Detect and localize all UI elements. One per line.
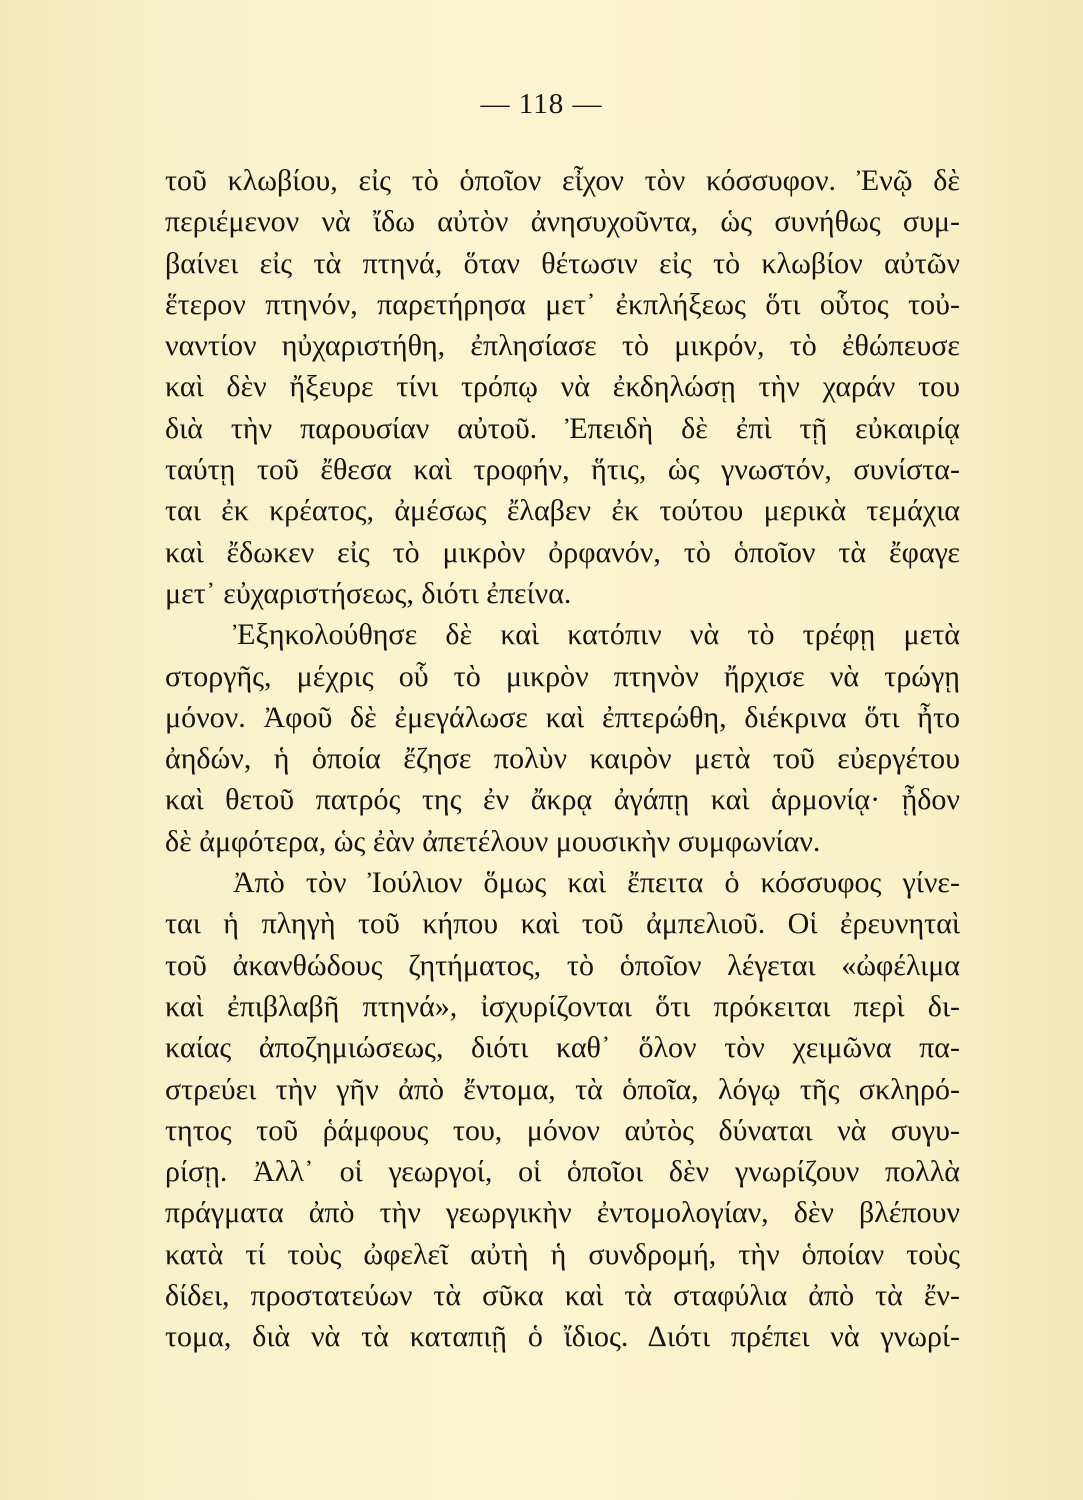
- text-line: ρίσῃ. Ἀλλ᾽ οἱ γεωργοί, οἱ ὁποῖοι δὲν γνωρίζουν πολλὰ: [165, 1155, 960, 1189]
- text-line: Ἐξηκολούθησε δὲ καὶ κατόπιν νὰ τὸ τρέφῃ μετὰ: [233, 618, 960, 652]
- text-line: ἕτερον πτηνόν, παρετήρησα μετ᾽ ἐκπλήξεως ὅτι οὗτος τοὐ-: [165, 287, 960, 321]
- text-line: τοῦ ἀκανθώδους ζητήματος, τὸ ὁποῖον λέγεται «ὠφέλιμα: [165, 948, 960, 982]
- text-line: καὶ θετοῦ πατρός της ἐν ἄκρᾳ ἀγάπῃ καὶ ἁρμονίᾳ· ᾖδον: [165, 783, 960, 817]
- text-line: στοργῆς, μέχρις οὗ τὸ μικρὸν πτηνὸν ἤρχισε νὰ τρώγῃ: [165, 659, 960, 693]
- text-line: ταύτῃ τοῦ ἔθεσα καὶ τροφήν, ἥτις, ὡς γνωστόν, συνίστα-: [165, 453, 960, 487]
- text-line: καὶ δὲν ἤξευρε τίνι τρόπῳ νὰ ἐκδηλώσῃ τὴν χαράν του: [165, 370, 960, 404]
- text-line: ται ἐκ κρέατος, ἀμέσως ἔλαβεν ἐκ τούτου μερικὰ τεμάχια: [165, 494, 960, 528]
- page-number: — 118 —: [480, 88, 603, 120]
- text-line: πράγματα ἀπὸ τὴν γεωργικὴν ἐντομολογίαν, δὲν βλέπουν: [165, 1196, 960, 1230]
- text-line: κατὰ τί τοὺς ὠφελεῖ αὐτὴ ἡ συνδρομή, τὴν ὁποίαν τοὺς: [165, 1237, 960, 1271]
- text-line: μετ᾽ εὐχαριστήσεως, διότι ἐπείνα.: [165, 576, 572, 610]
- text-line: μόνον. Ἀφοῦ δὲ ἐμεγάλωσε καὶ ἐπτερώθη, διέκρινα ὅτι ἦτο: [165, 700, 960, 734]
- text-line: περιέμενον νὰ ἴδω αὐτὸν ἀνησυχοῦντα, ὡς συνήθως συμ-: [165, 205, 960, 239]
- body-text: [165, 160, 960, 1358]
- text-line: δὲ ἀμφότερα, ὡς ἐὰν ἀπετέλουν μουσικὴν συμφωνίαν.: [165, 824, 821, 858]
- text-line: ναντίον ηὐχαριστήθη, ἐπλησίασε τὸ μικρόν, τὸ ἐθώπευσε: [165, 329, 960, 363]
- text-line: καὶ ἔδωκεν εἰς τὸ μικρὸν ὀρφανόν, τὸ ὁποῖον τὰ ἔφαγε: [165, 535, 960, 569]
- text-line: τοῦ κλωβίου, εἰς τὸ ὁποῖον εἶχον τὸν κόσσυφον. Ἐνῷ δὲ: [165, 164, 960, 197]
- text-line: διὰ τὴν παρουσίαν αὐτοῦ. Ἐπειδὴ δὲ ἐπὶ τῇ εὐκαιρίᾳ: [165, 411, 960, 445]
- text-line: ται ἡ πληγὴ τοῦ κήπου καὶ τοῦ ἀμπελιοῦ. Οἱ ἐρευνηταὶ: [165, 907, 960, 941]
- text-line: καίας ἀποζημιώσεως, διότι καθ᾽ ὅλον τὸν χειμῶνα πα-: [165, 1031, 960, 1065]
- text-line: Ἀπὸ τὸν Ἰούλιον ὅμως καὶ ἔπειτα ὁ κόσσυφος γίνε-: [233, 866, 960, 900]
- text-line: ἀηδών, ἡ ὁποία ἔζησε πολὺν καιρὸν μετὰ τοῦ εὐεργέτου: [165, 742, 960, 776]
- text-line: τητος τοῦ ῥάμφους του, μόνον αὐτὸς δύναται νὰ συγυ-: [165, 1113, 960, 1147]
- text-line: στρεύει τὴν γῆν ἀπὸ ἔντομα, τὰ ὁποῖα, λόγῳ τῆς σκληρό-: [165, 1072, 960, 1106]
- text-line: καὶ ἐπιβλαβῆ πτηνά», ἰσχυρίζονται ὅτι πρόκειται περὶ δι-: [165, 989, 960, 1023]
- text-line: τομα, διὰ νὰ τὰ καταπιῇ ὁ ἴδιος. Διότι πρέπει νὰ γνωρί-: [165, 1320, 960, 1354]
- text-line: βαίνει εἰς τὰ πτηνά, ὅταν θέτωσιν εἰς τὸ κλωβίον αὐτῶν: [165, 246, 960, 280]
- text-line: δίδει, προστατεύων τὰ σῦκα καὶ τὰ σταφύλια ἀπὸ τὰ ἔν-: [165, 1279, 960, 1313]
